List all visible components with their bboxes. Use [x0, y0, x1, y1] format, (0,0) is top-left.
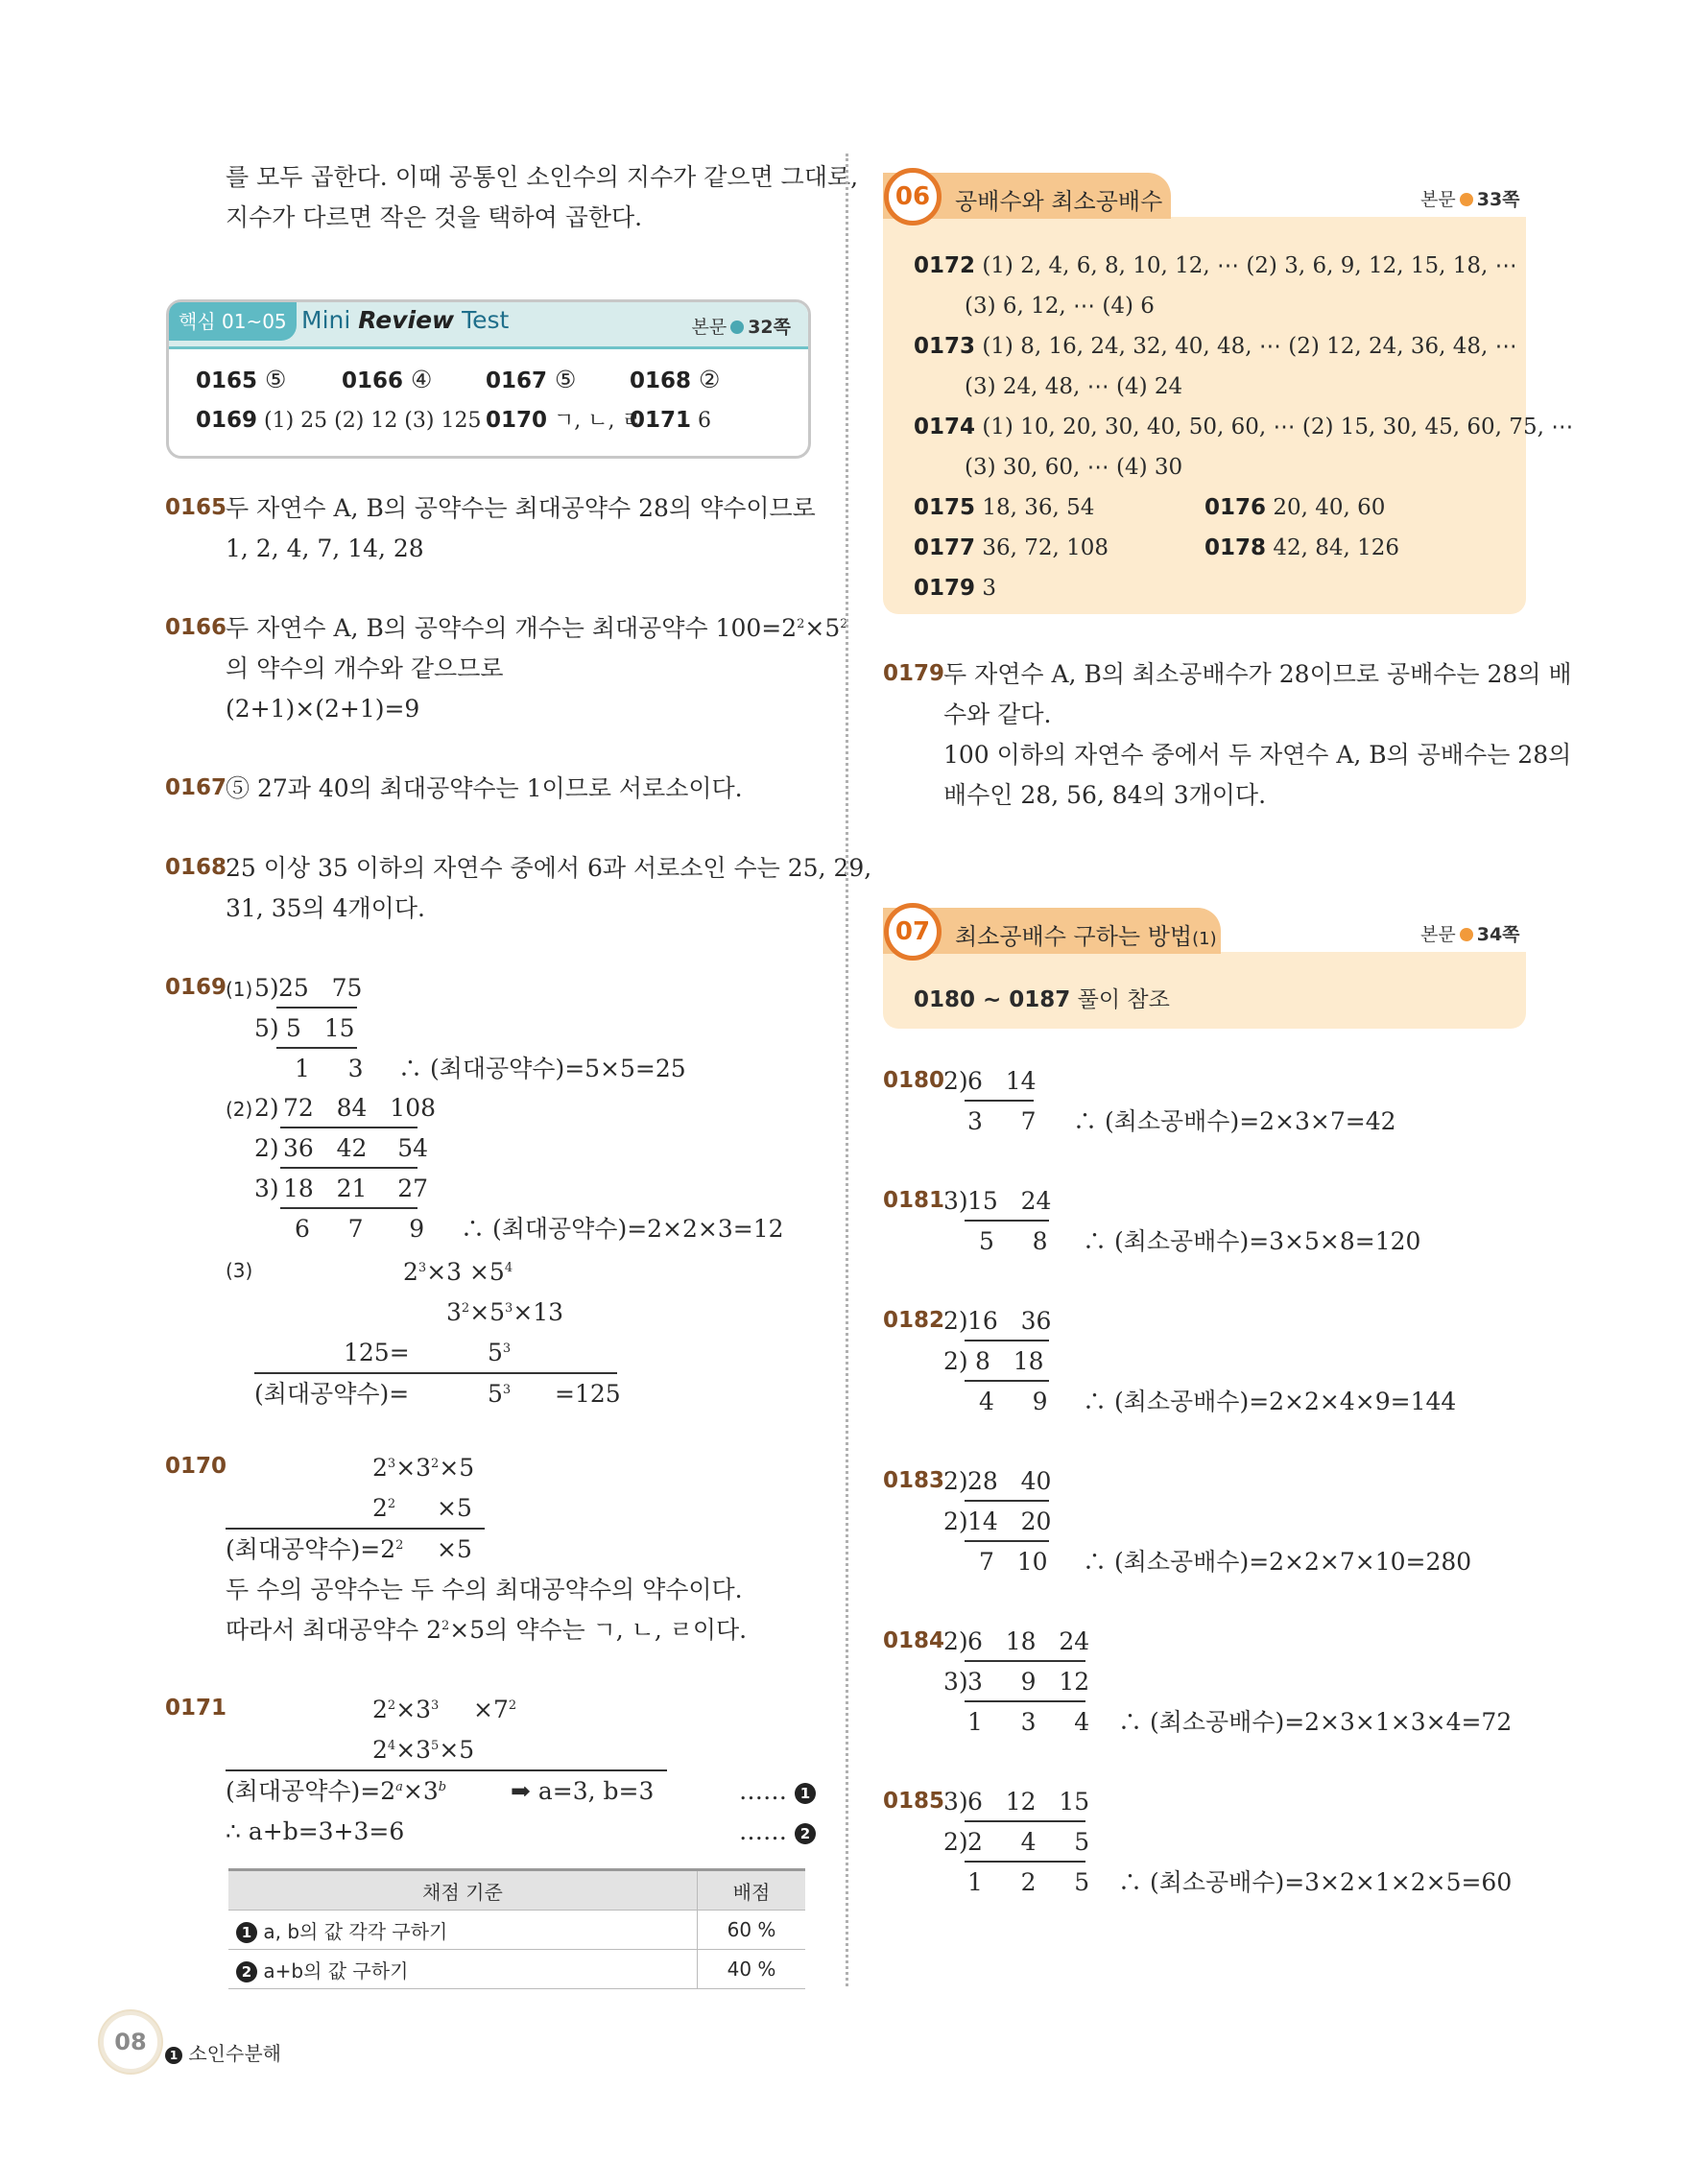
- step-mark-2: …… 2: [739, 1812, 816, 1852]
- problem-number: 0185: [883, 1789, 945, 1814]
- factor-row: ×5: [437, 1494, 472, 1522]
- division-row: 6 18 24: [967, 1627, 1090, 1655]
- division-row: 3 9 12: [967, 1668, 1090, 1696]
- table-cell: 60 %: [698, 1911, 806, 1950]
- mini-answer-0166: 0166 ④: [342, 366, 433, 393]
- answer-0173-cont: (3) 24, 48, ⋯ (4) 24: [965, 374, 1183, 399]
- answer-0178: 0178 42, 84, 126: [1204, 535, 1400, 560]
- divisor: 2): [254, 1094, 279, 1122]
- section-07-note: 0180 ~ 0187 풀이 참조: [914, 987, 1170, 1012]
- division-row: 1 3: [295, 1055, 364, 1082]
- result: ∴ (최소공배수)=2×2×7×10=280: [1083, 1548, 1472, 1576]
- section-07-page-ref: 본문 34쪽: [1420, 924, 1520, 945]
- problem-number: 0179: [883, 661, 945, 686]
- problem-number: 0184: [883, 1628, 945, 1653]
- p0168-line-2: 31, 35의 4개이다.: [226, 894, 425, 922]
- arrow-icon: [1460, 928, 1473, 941]
- factor-row: $2^4\times 3^5\times 5$: [372, 1736, 475, 1764]
- ref-label: 본문: [691, 317, 727, 338]
- factor-result: $5^3$: [488, 1380, 512, 1408]
- table-row: [228, 1911, 805, 1950]
- division-row: 5 8: [979, 1227, 1048, 1255]
- division-row: 72 84 108: [283, 1094, 437, 1122]
- step-mark-1: …… 1: [739, 1771, 816, 1812]
- divisor: 2): [943, 1307, 968, 1335]
- part-label: (2): [226, 1098, 253, 1121]
- factor-row: $\times 7^2$: [473, 1696, 517, 1723]
- answer-0172: 0172 (1) 2, 4, 6, 8, 10, 12, ⋯ (2) 3, 6, 9, 12, 15, 18, ⋯: [914, 253, 1517, 278]
- p0166-line-1: 두 자연수 A, B의 공약수의 개수는 최대공약수 $100=2^2\times 5^2$: [226, 614, 848, 642]
- section-06-title: 공배수와 최소공배수: [955, 188, 1163, 215]
- table-header-row: [228, 1870, 805, 1911]
- table-cell: 40 %: [698, 1950, 806, 1989]
- divisor: 5): [254, 1014, 279, 1042]
- arrow-icon: [1460, 193, 1473, 206]
- problem-number: 0167: [165, 775, 227, 800]
- page-number: 08: [100, 2011, 161, 2073]
- factor-row: $2^3\times 3^2\times 5$: [372, 1454, 475, 1482]
- factor-row: 125=: [344, 1339, 410, 1366]
- division-row: 8 18: [967, 1347, 1044, 1375]
- mini-title-prefix: Mini: [301, 306, 359, 334]
- factor-result: (최대공약수)=: [254, 1380, 410, 1408]
- divisor: 2): [254, 1134, 279, 1162]
- division-row: 1 3 4: [967, 1708, 1090, 1736]
- mini-review-header: [169, 302, 808, 349]
- answer-0179: 0179 3: [914, 576, 996, 601]
- table-header: 채점 기준: [228, 1870, 698, 1911]
- problem-number: 0183: [883, 1468, 945, 1493]
- divisor: 3): [254, 1175, 279, 1202]
- mini-title-suffix: Test: [454, 306, 510, 334]
- section-06-number: 06: [884, 168, 942, 226]
- problem-number: 0168: [165, 855, 227, 880]
- table-header: 배점: [698, 1870, 806, 1911]
- division-row: 36 42 54: [283, 1134, 429, 1162]
- arrow-icon: [730, 320, 744, 334]
- p0179-line-4: 배수인 28, 56, 84의 3개이다.: [943, 781, 1267, 809]
- table-cell: 2 a+b의 값 구하기: [228, 1950, 698, 1989]
- mini-answer-0165: 0165 ⑤: [196, 366, 287, 393]
- answer-0174-cont: (3) 30, 60, ⋯ (4) 30: [965, 455, 1183, 480]
- p0170-line-1: 두 수의 공약수는 두 수의 최대공약수의 약수이다.: [226, 1576, 743, 1603]
- division-row: 28 40: [967, 1467, 1052, 1495]
- problem-number: 0165: [165, 495, 227, 520]
- divisor: 2): [943, 1067, 968, 1095]
- answer-0176: 0176 20, 40, 60: [1204, 495, 1386, 520]
- division-row: 18 21 27: [283, 1175, 429, 1202]
- problem-number: 0171: [165, 1696, 227, 1721]
- p0166-line-2: 의 약수의 개수와 같으므로: [226, 654, 504, 682]
- problem-number: 0182: [883, 1308, 945, 1333]
- divisor: 2): [943, 1627, 968, 1655]
- table-row: [228, 1950, 805, 1989]
- top-text-line-2: 지수가 다르면 작은 것을 택하여 곱한다.: [226, 203, 643, 231]
- problem-number: 0170: [165, 1454, 227, 1479]
- mini-answer-0171: 0171 6: [630, 408, 712, 433]
- factor-result: ×5: [437, 1535, 472, 1563]
- top-text-line-1: 를 모두 곱한다. 이때 공통인 소인수의 지수가 같으면 그대로,: [226, 163, 859, 191]
- divisor: 3): [943, 1187, 968, 1215]
- mini-answer-0170: 0170 ㄱ, ㄴ, ㄹ: [486, 408, 642, 433]
- problem-number: 0169: [165, 975, 227, 1000]
- problem-number: 0166: [165, 615, 227, 640]
- division-row: 6 7 9: [295, 1215, 425, 1243]
- table-cell: 1 a, b의 값 각각 구하기: [228, 1911, 698, 1950]
- answer-0175: 0175 18, 36, 54: [914, 495, 1095, 520]
- divisor: 3): [943, 1788, 968, 1816]
- mini-review-page-ref: [691, 313, 791, 339]
- factor-row: $2^2$: [372, 1494, 396, 1522]
- result: ∴ (최소공배수)=2×3×7=42: [1073, 1107, 1396, 1135]
- division-row: 16 36: [967, 1307, 1052, 1335]
- part-label: (1): [226, 978, 253, 1001]
- divisor: 2): [943, 1828, 968, 1856]
- result: ∴ (최대공약수)=2×2×3=12: [461, 1215, 784, 1243]
- factor-row: $2^3\times 3 \times 5^4$: [403, 1258, 513, 1286]
- problem-number: 0181: [883, 1188, 945, 1213]
- divisor: 5): [254, 974, 279, 1002]
- divisor: 2): [943, 1507, 968, 1535]
- result: ∴ (최소공배수)=3×2×1×2×5=60: [1118, 1868, 1513, 1896]
- mini-answer-0169: 0169 (1) 25 (2) 12 (3) 125: [196, 408, 482, 433]
- answer-0172-cont: (3) 6, 12, ⋯ (4) 6: [965, 294, 1155, 319]
- section-06-page-ref: 본문 33쪽: [1420, 189, 1520, 210]
- p0166-line-3: (2+1)×(2+1)=9: [226, 695, 420, 723]
- problem-number: 0180: [883, 1068, 945, 1093]
- answer-0177: 0177 36, 72, 108: [914, 535, 1109, 560]
- division-row: 6 12 15: [967, 1788, 1090, 1816]
- division-row: 6 14: [967, 1067, 1037, 1095]
- p0165-line-2: 1, 2, 4, 7, 14, 28: [226, 534, 424, 562]
- division-row: 25 75: [278, 974, 363, 1002]
- division-row: 2 4 5: [967, 1828, 1090, 1856]
- p0171-result: ∴ a+b=3+3=6: [226, 1817, 405, 1845]
- division-row: 4 9: [979, 1388, 1048, 1415]
- divisor: 3): [943, 1668, 968, 1696]
- result: ∴ (최소공배수)=2×3×1×3×4=72: [1118, 1708, 1513, 1736]
- mini-review-title: [301, 306, 509, 334]
- factor-result: =125: [555, 1380, 621, 1408]
- scoring-table: [228, 1868, 805, 1989]
- factor-row: $3^2\times 5^3\times 13$: [446, 1298, 564, 1326]
- division-row: 1 2 5: [967, 1868, 1090, 1896]
- division-row: 15 24: [967, 1187, 1052, 1215]
- factor-conclusion: ➡ a=3, b=3: [511, 1777, 655, 1805]
- section-07-title: 최소공배수 구하는 방법(1): [955, 923, 1217, 950]
- factor-row: $2^2\times 3^3$: [372, 1696, 440, 1723]
- factor-row: $5^3$: [488, 1339, 512, 1366]
- p0179-line-1: 두 자연수 A, B의 최소공배수가 28이므로 공배수는 28의 배: [943, 660, 1572, 688]
- p0168-line-1: 25 이상 35 이하의 자연수 중에서 6과 서로소인 수는 25, 29,: [226, 854, 872, 882]
- p0167-line-1: ⑤ 27과 40의 최대공약수는 1이므로 서로소이다.: [226, 774, 743, 802]
- mini-review-tag: 핵심 01~05: [169, 302, 297, 341]
- column-divider: [846, 154, 848, 1986]
- division-row: 3 7: [967, 1107, 1037, 1135]
- division-row: 14 20: [967, 1507, 1052, 1535]
- answer-0173: 0173 (1) 8, 16, 24, 32, 40, 48, ⋯ (2) 12, 24, 36, 48, ⋯: [914, 334, 1517, 359]
- result: ∴ (최소공배수)=2×2×4×9=144: [1083, 1388, 1457, 1415]
- mini-answer-0167: 0167 ⑤: [486, 366, 577, 393]
- mini-review-box: [166, 299, 811, 459]
- division-row: 5 15: [278, 1014, 355, 1042]
- answer-0174: 0174 (1) 10, 20, 30, 40, 50, 60, ⋯ (2) 15, 30, 45, 60, 75, ⋯: [914, 415, 1574, 439]
- part-label: (3): [226, 1259, 253, 1282]
- division-row: 7 10: [979, 1548, 1048, 1576]
- mini-answer-0168: 0168 ②: [630, 366, 721, 393]
- result: ∴ (최대공약수)=5×5=25: [398, 1055, 686, 1082]
- chapter-label: 1 소인수분해: [165, 2038, 281, 2066]
- p0170-line-2: 따라서 최대공약수 $2^2\times 5$의 약수는 ㄱ, ㄴ, ㄹ이다.: [226, 1616, 748, 1644]
- result: ∴ (최소공배수)=3×5×8=120: [1083, 1227, 1421, 1255]
- mini-title-bold: Review: [358, 306, 455, 334]
- p0165-line-1: 두 자연수 A, B의 공약수는 최대공약수 28의 약수이므로: [226, 494, 816, 522]
- p0179-line-3: 100 이하의 자연수 중에서 두 자연수 A, B의 공배수는 28의: [943, 741, 1572, 769]
- factor-result: (최대공약수)$=2^a\times 3^b$: [226, 1777, 447, 1805]
- divisor: 2): [943, 1347, 968, 1375]
- ref-page: 32쪽: [748, 317, 791, 338]
- factor-result: (최대공약수)$=2^2$: [226, 1535, 404, 1563]
- divisor: 2): [943, 1467, 968, 1495]
- p0179-line-2: 수와 같다.: [943, 700, 1052, 728]
- section-07-number: 07: [884, 903, 942, 961]
